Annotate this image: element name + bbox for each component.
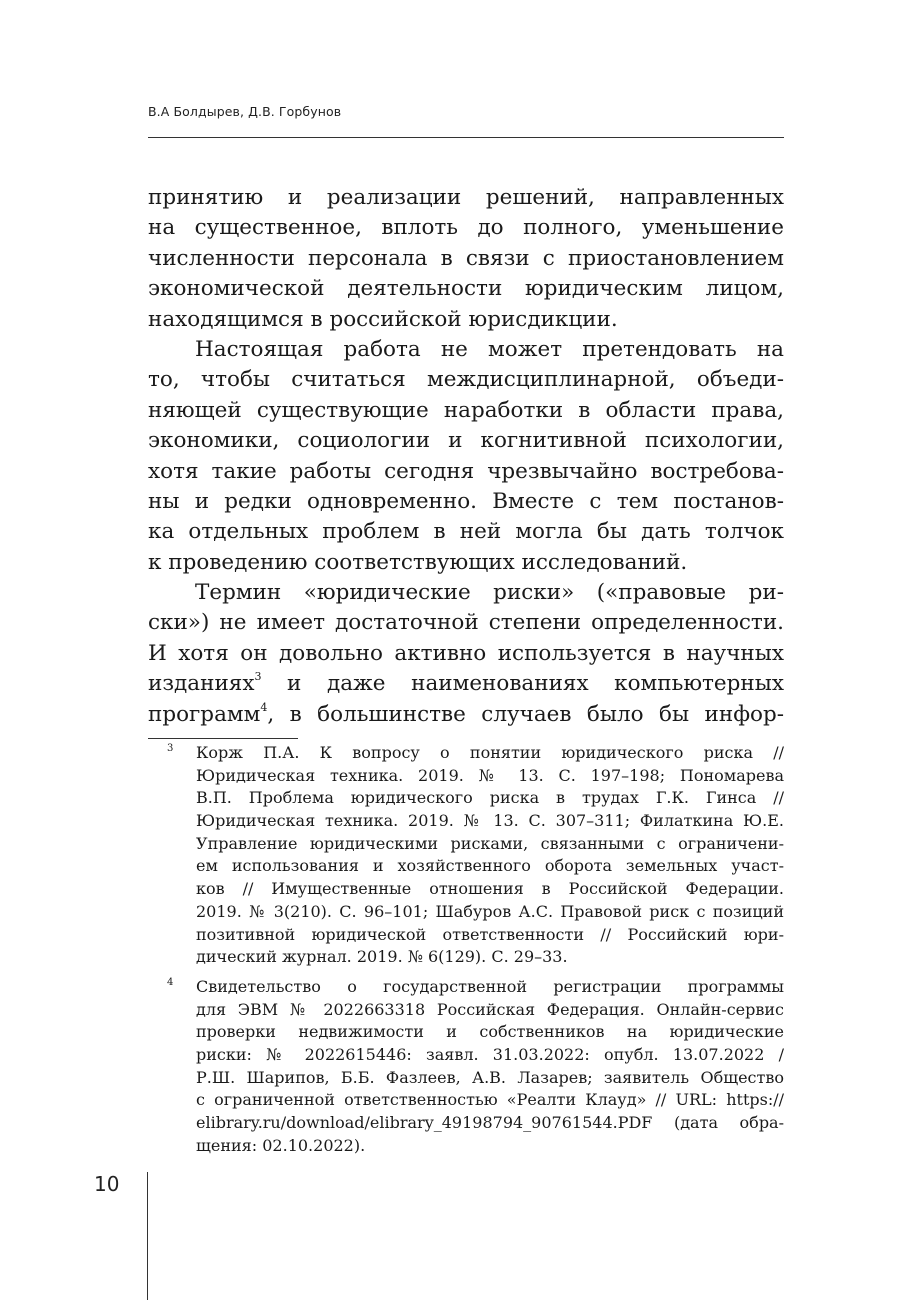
- body-line: ны и редки одновременно. Вместе с тем постанов-: [148, 488, 784, 514]
- footnote-line: проверки недвижимости и собственников на юридические: [196, 1022, 784, 1042]
- footnote-line: дический журнал. 2019. № 6(129). С. 29–33.: [196, 947, 568, 967]
- body-line: к проведению соответствующих исследований.: [148, 549, 688, 575]
- body-line: находящимся в российской юрисдикции.: [148, 306, 618, 332]
- footnote-number: 3: [167, 743, 174, 754]
- footnotes: [148, 742, 784, 1164]
- body-line: Термин «юридические риски» («правовые ри-: [195, 580, 784, 606]
- body-line: численности персонала в связи с приостановлением: [148, 245, 784, 271]
- body-line: ски») не имеет достаточной степени определенности.: [148, 610, 784, 636]
- footnote-line: ков // Имущественные отношения в Российской Федерации.: [196, 879, 784, 899]
- running-header: В.А Болдырев, Д.В. Горбунов: [148, 104, 342, 119]
- footnote-number: 4: [167, 976, 174, 988]
- footnote-line: Управление юридическими рисками, связанными с ограничени-: [196, 833, 784, 853]
- footnote-line: для ЭВМ № 2022663318 Российская Федерация. Онлайн-сервис: [196, 999, 784, 1019]
- footnote-line: риски: № 2022615446: заявл. 31.03.2022: опубл. 13.07.2022 /: [196, 1044, 784, 1064]
- footnote-line: с ограниченной ответственностью «Реалти Клауд» // URL: https://: [196, 1090, 784, 1110]
- body-text-fragment: программ: [148, 701, 261, 727]
- body-line: экономической деятельности юридическим лицом,: [148, 276, 784, 302]
- body-line: И хотя он довольно активно используется в научных: [148, 640, 784, 666]
- footnote-line: В.П. Проблема юридического риска в трудах Г.К. Гинса //: [196, 788, 784, 808]
- body-text-fragment: изданиях: [148, 671, 255, 697]
- body-text-fragment: , в большинстве случаев было бы инфор-: [267, 701, 784, 727]
- body-line: [148, 669, 784, 699]
- footnote-line: ем использования и хозяйственного оборота земельных участ-: [196, 856, 784, 876]
- footnote-line: Свидетельство о государственной регистрации программы: [196, 976, 784, 996]
- body-line: [148, 700, 784, 730]
- body-line: то, чтобы считаться междисциплинарной, объеди-: [148, 367, 784, 393]
- footnote-reference[interactable]: 4: [260, 700, 268, 714]
- body-line: ка отдельных проблем в ней могла бы дать толчок: [148, 519, 784, 545]
- footnote-reference[interactable]: 3: [254, 670, 262, 684]
- footnote-4: [148, 976, 784, 1158]
- footnote-line: Юридическая техника. 2019. № 13. С. 307–311; Филаткина Ю.Е.: [196, 811, 784, 831]
- footnote-line: Корж П.А. К вопросу о понятии юридического риска //: [196, 743, 784, 762]
- header-rule: [148, 137, 784, 138]
- body-line: на существенное, вплоть до полного, уменьшение: [148, 215, 784, 241]
- footnote-line: 2019. № 3(210). С. 96–101; Шабуров А.С. Правовой риск с позиций: [196, 901, 784, 921]
- body-line: Настоящая работа не может претендовать на: [195, 336, 784, 362]
- footnote-line: Р.Ш. Шарипов, Б.Б. Фазлеев, А.В. Лазарев; заявитель Общество: [196, 1067, 784, 1087]
- body-text: [148, 183, 784, 730]
- body-text-fragment: и даже наименованиях компьютерных: [261, 671, 784, 697]
- footnote-separator: [148, 738, 298, 739]
- body-line: экономики, социологии и когнитивной психологии,: [148, 428, 784, 454]
- footnote-line: щения: 02.10.2022).: [196, 1135, 366, 1155]
- footnote-3: [148, 742, 784, 969]
- page-number: 10: [94, 1172, 120, 1196]
- footnote-line: Юридическая техника. 2019. № 13. С. 197–198; Пономарева: [196, 765, 784, 785]
- page-margin-rule: [147, 1172, 148, 1300]
- footnote-line: позитивной юридической ответственности // Российский юри-: [196, 924, 784, 944]
- body-line: хотя такие работы сегодня чрезвычайно востребова-: [148, 458, 784, 484]
- body-line: принятию и реализации решений, направленных: [148, 185, 784, 210]
- body-line: няющей существующие наработки в области права,: [148, 397, 784, 423]
- footnote-line: elibrary.ru/download/elibrary_49198794_90761544.PDF (дата обра-: [196, 1113, 784, 1132]
